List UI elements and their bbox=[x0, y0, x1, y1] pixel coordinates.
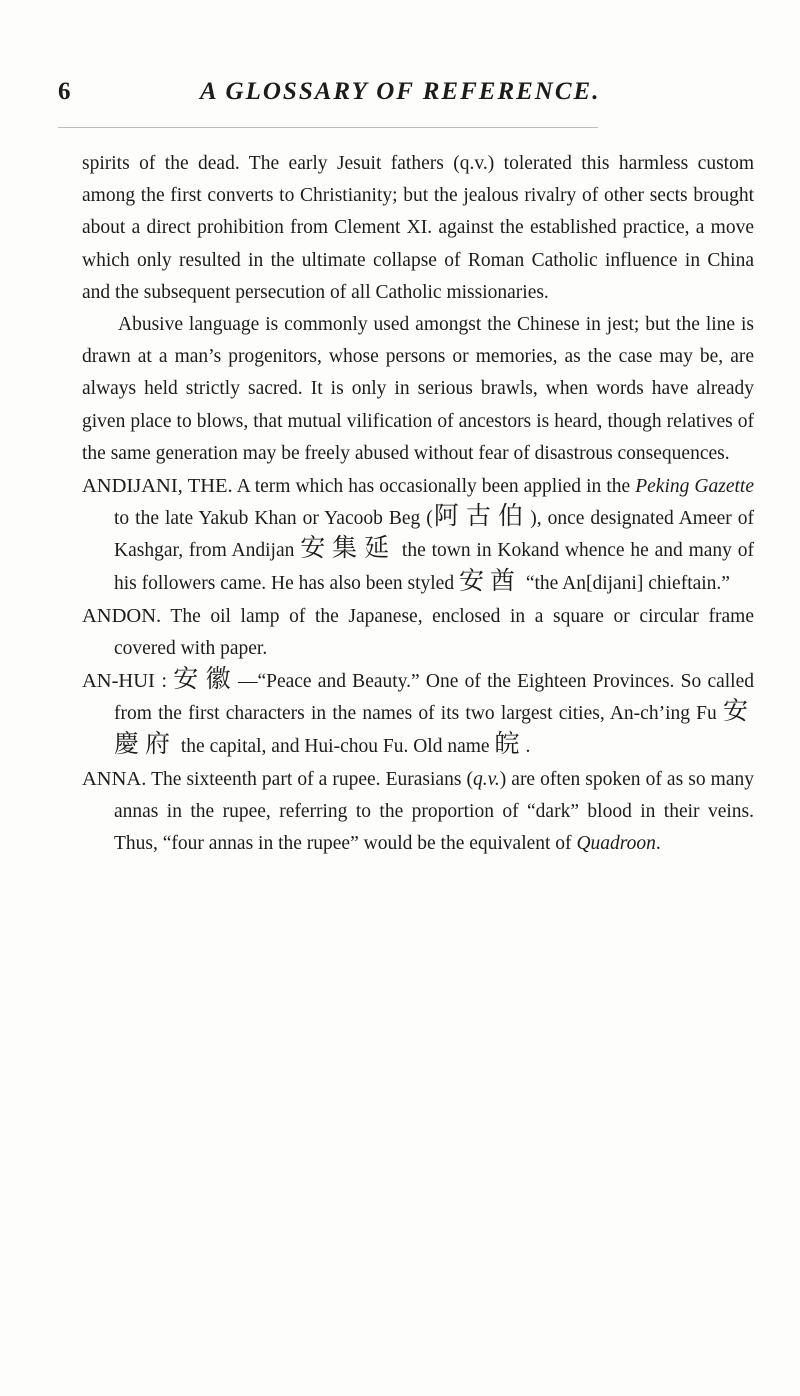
page-header bbox=[0, 78, 800, 118]
entry-an-hui bbox=[82, 665, 754, 763]
chinese-characters-chieftain: 安酋 bbox=[458, 565, 521, 595]
running-title: A GLOSSARY OF REFERENCE. bbox=[200, 78, 601, 105]
anna-text-3: . bbox=[655, 833, 661, 855]
headword-anna: ANNA. bbox=[82, 767, 147, 790]
anhui-text-2: the capital, and Hui-chou Fu. Old name bbox=[176, 735, 495, 757]
chinese-characters-yakub: 阿古伯 bbox=[432, 501, 531, 531]
andijani-text-2: to the late Yakub Khan or Yacoob Beg ( bbox=[114, 508, 433, 530]
andijani-text-5: “the An[dijani] chieftain.” bbox=[520, 572, 730, 594]
entry-anna bbox=[82, 763, 754, 861]
anna-qv: q.v. bbox=[473, 768, 500, 790]
andon-text: The oil lamp of the Japanese, enclosed in a square or circular frame covered with paper. bbox=[114, 605, 754, 660]
andijani-text-4: the town in Kokand whence he and many of his followers came. He has also been styled bbox=[114, 540, 754, 594]
paragraph-abusive-language: Abusive language is commonly used amongst the Chinese in jest; but the line is drawn at a man’s progenitors, whose persons or memories, as the case may be, are always held strictly sacred. It is only in serious brawls, when words have already given place to blows, that mutual vilification of ancestors is heard, though relatives of the same generation may be freely abused without fear of disastrous consequences. bbox=[82, 314, 754, 464]
anhui-text-1: —“Peace and Beauty.” One of the Eighteen Provinces. So called from the first characters in the names of its two largest cities, An-ch’ing Fu bbox=[114, 671, 754, 725]
page-number: 6 bbox=[58, 78, 71, 105]
anna-italic-quadroon: Quadroon bbox=[576, 833, 656, 855]
entry-andon bbox=[82, 600, 754, 665]
anna-text-2: ) are often spoken of as so many annas in the rupee, referring to the proportion of “dark” blood in their veins. Thus, “four annas in the rupee” would be the equivalent of bbox=[114, 768, 754, 855]
paragraph-continuation: spirits of the dead. The early Jesuit fathers (q.v.) tolerated this harmless custom among the first converts to Christianity; but the jealous rivalry of other sects brought about a direct prohibition from Clement XI. against the established practice, a move which only resulted in the ultimate collapse of Roman Catholic influence in China and the subsequent persecution of all Catholic missionaries. bbox=[82, 153, 754, 303]
chinese-character-old-name: 皖 bbox=[494, 728, 526, 758]
andijani-text-3: ), once designated Ameer of Kashgar, from Andijan bbox=[114, 508, 754, 562]
entry-andijani bbox=[82, 470, 754, 600]
chinese-characters-anching-fu: 安慶府 bbox=[114, 696, 754, 758]
chinese-characters-anhui: 安徽 bbox=[173, 664, 238, 694]
anhui-text-3: . bbox=[525, 735, 531, 757]
headword-andon: ANDON. bbox=[82, 604, 162, 627]
headword-an-hui: AN-HUI : bbox=[82, 670, 168, 693]
header-rule bbox=[58, 127, 598, 128]
anna-text-1: The sixteenth part of a rupee. Eurasians ( bbox=[146, 768, 473, 790]
body-text bbox=[82, 148, 754, 860]
andijani-italic-title: Peking Gazette bbox=[635, 476, 754, 498]
headword-andijani: ANDIJANI, THE. bbox=[82, 475, 233, 498]
chinese-characters-andijan: 安集延 bbox=[300, 533, 397, 563]
andijani-text-1: A term which has occasionally been applied in the bbox=[232, 476, 636, 498]
